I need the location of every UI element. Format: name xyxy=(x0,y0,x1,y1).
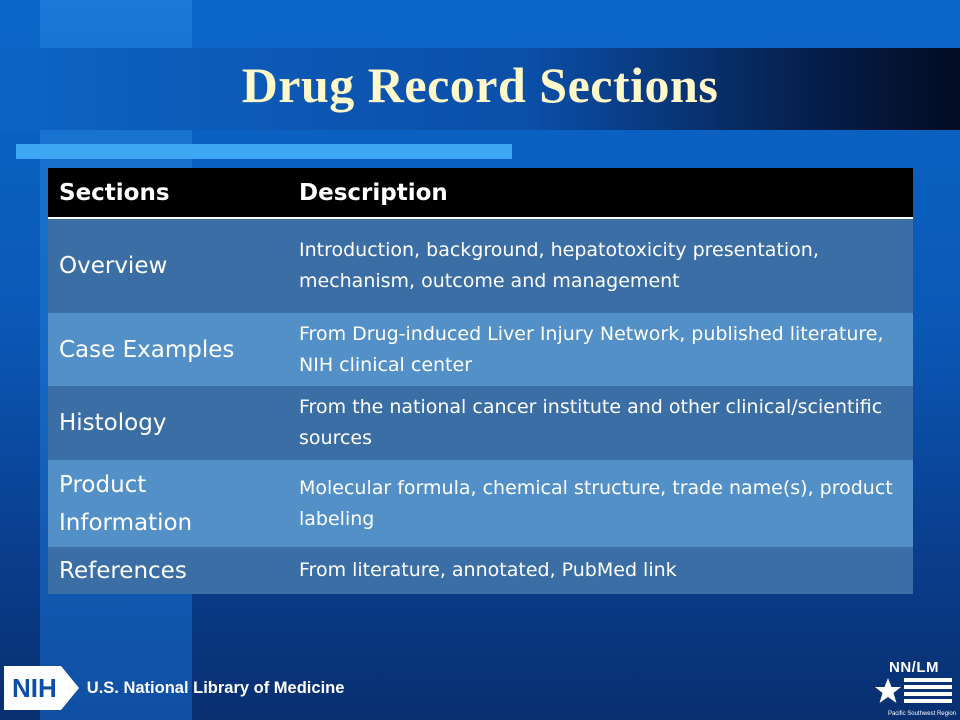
nih-logo-text: NIH xyxy=(4,666,61,710)
section-name: Case Examples xyxy=(48,313,288,386)
section-name: References xyxy=(48,547,288,594)
nnlm-region: Pacific Southwest Region xyxy=(887,711,956,717)
column-header-description: Description xyxy=(288,168,913,218)
nih-logo xyxy=(4,666,79,710)
nnlm-logo xyxy=(872,660,956,716)
nnlm-star-stripes-icon xyxy=(872,676,956,706)
section-name: Histology xyxy=(48,386,288,460)
section-description: From the national cancer institute and other clinical/scientific sources xyxy=(288,386,913,460)
section-name: Product Information xyxy=(48,460,288,547)
nih-logo-arrow xyxy=(61,666,79,710)
table-row xyxy=(48,313,913,386)
accent-bar xyxy=(16,144,512,159)
section-description: From literature, annotated, PubMed link xyxy=(288,547,913,594)
nih-nlm-logo xyxy=(4,666,344,710)
section-description: Introduction, background, hepatotoxicity presentation, mechanism, outcome and management xyxy=(288,218,913,313)
column-header-sections: Sections xyxy=(48,168,288,218)
section-description: From Drug-induced Liver Injury Network, published literature, NIH clinical center xyxy=(288,313,913,386)
slide-title: Drug Record Sections xyxy=(241,57,719,113)
nlm-name: U.S. National Library of Medicine xyxy=(86,678,345,697)
table-row xyxy=(48,218,913,313)
sections-table xyxy=(48,168,913,594)
table-row xyxy=(48,386,913,460)
section-description: Molecular formula, chemical structure, trade name(s), product labeling xyxy=(288,460,913,547)
nnlm-logo-text: NN/LM xyxy=(889,659,939,676)
table-row xyxy=(48,547,913,594)
table-header-row xyxy=(48,168,913,218)
table-row xyxy=(48,460,913,547)
section-name: Overview xyxy=(48,218,288,313)
